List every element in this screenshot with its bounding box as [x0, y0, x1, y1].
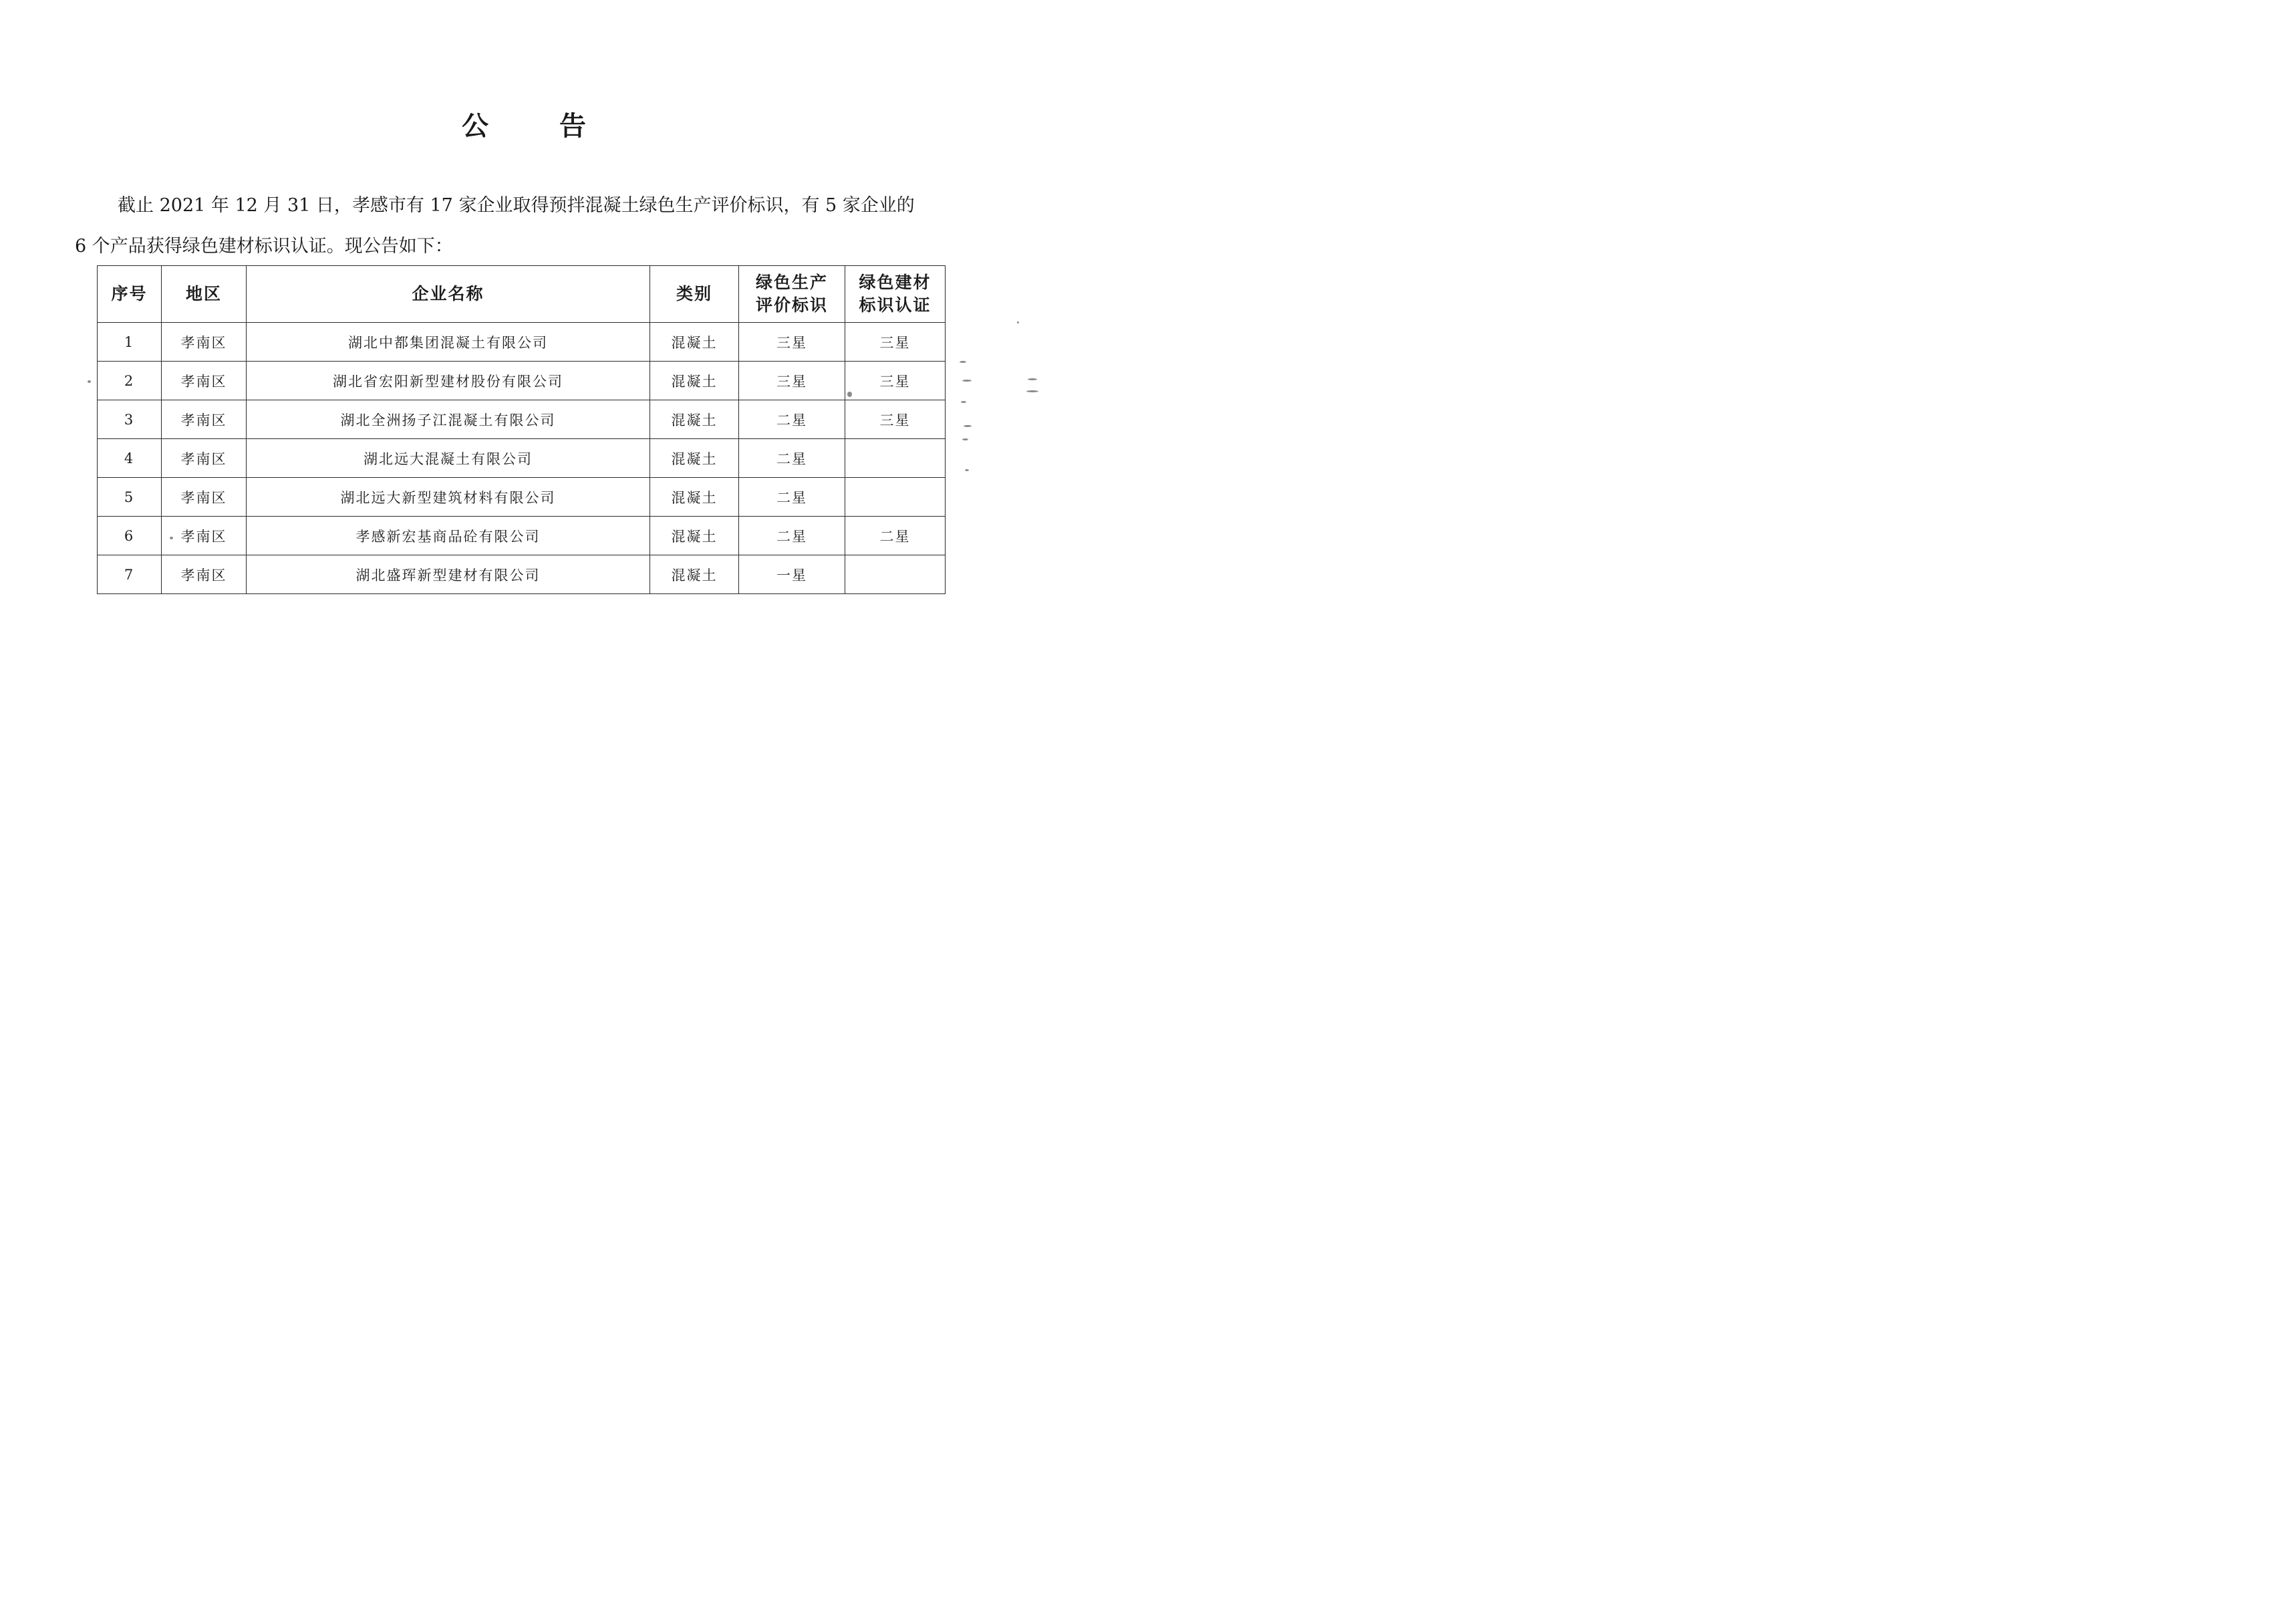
header-category: 类别 — [650, 266, 739, 323]
cell-green-material — [845, 478, 946, 517]
cell-seq: 5 — [98, 478, 162, 517]
cell-green-material: 二星 — [845, 517, 946, 555]
header-green-production — [739, 266, 845, 323]
cell-company: 湖北全洲扬子江混凝土有限公司 — [247, 400, 650, 439]
cell-category: 混凝土 — [650, 362, 739, 400]
cell-green-production: 二星 — [739, 400, 845, 439]
table-header-row — [98, 266, 946, 323]
cell-green-production: 一星 — [739, 555, 845, 594]
cell-region: 孝南区 — [162, 400, 247, 439]
cell-green-production: 二星 — [739, 439, 845, 478]
cell-green-production: 二星 — [739, 478, 845, 517]
cell-green-material: 三星 — [845, 400, 946, 439]
cell-green-material — [845, 555, 946, 594]
scan-speck — [962, 380, 972, 382]
cell-green-production: 二星 — [739, 517, 845, 555]
cell-company: 湖北省宏阳新型建材股份有限公司 — [247, 362, 650, 400]
scan-speck — [960, 361, 966, 363]
table-row — [98, 478, 946, 517]
table-row — [98, 439, 946, 478]
scan-speck — [962, 438, 968, 440]
cell-green-production: 三星 — [739, 323, 845, 362]
table-row — [98, 517, 946, 555]
header-green-material — [845, 266, 946, 323]
announcement-paragraph-line-2: 6 个产品获得绿色建材标识认证。现公告如下： — [75, 236, 453, 257]
header-green-production-line-2: 评价标识 — [755, 295, 828, 315]
cell-green-production: 三星 — [739, 362, 845, 400]
table-body — [98, 323, 946, 594]
cell-seq: 2 — [98, 362, 162, 400]
cell-company: 湖北远大新型建筑材料有限公司 — [247, 478, 650, 517]
scan-speck — [1026, 390, 1038, 392]
scan-speck — [1017, 321, 1019, 323]
cell-seq: 7 — [98, 555, 162, 594]
scan-speck — [88, 380, 91, 383]
scan-speck — [847, 392, 852, 397]
cell-category: 混凝土 — [650, 323, 739, 362]
table-row — [98, 400, 946, 439]
header-green-production-line-1: 绿色生产 — [755, 273, 828, 292]
cell-region: 孝南区 — [162, 323, 247, 362]
cell-region: 孝南区 — [162, 362, 247, 400]
cell-seq: 3 — [98, 400, 162, 439]
header-company: 企业名称 — [247, 266, 650, 323]
cell-seq: 6 — [98, 517, 162, 555]
cell-category: 混凝土 — [650, 400, 739, 439]
cell-seq: 1 — [98, 323, 162, 362]
cell-category: 混凝土 — [650, 555, 739, 594]
cell-region: 孝南区 — [162, 439, 247, 478]
cell-green-material — [845, 439, 946, 478]
header-green-material-line-1: 绿色建材 — [859, 273, 931, 292]
cell-category: 混凝土 — [650, 478, 739, 517]
table-header — [98, 266, 946, 323]
cell-company: 湖北盛珲新型建材有限公司 — [247, 555, 650, 594]
header-region: 地区 — [162, 266, 247, 323]
cell-company: 湖北中都集团混凝土有限公司 — [247, 323, 650, 362]
scan-speck — [965, 469, 969, 471]
header-seq: 序号 — [98, 266, 162, 323]
table-row — [98, 362, 946, 400]
cell-category: 混凝土 — [650, 439, 739, 478]
scan-speck — [964, 425, 972, 427]
table-row — [98, 323, 946, 362]
document-title: 公 告 — [462, 111, 617, 142]
scan-speck — [1028, 378, 1037, 380]
enterprise-table — [97, 265, 946, 594]
cell-company: 湖北远大混凝土有限公司 — [247, 439, 650, 478]
table-row — [98, 555, 946, 594]
header-green-material-line-2: 标识认证 — [859, 295, 931, 315]
announcement-paragraph-line-1: 截止 2021 年 12 月 31 日，孝感市有 17 家企业取得预拌混凝土绿色生产评价标识，有 5 家企业的 — [118, 195, 915, 216]
scan-speck — [961, 401, 966, 403]
cell-green-material: 三星 — [845, 362, 946, 400]
cell-region: 孝南区 — [162, 555, 247, 594]
cell-region: 孝南区 — [162, 478, 247, 517]
scan-speck — [170, 537, 173, 539]
cell-green-material: 三星 — [845, 323, 946, 362]
cell-company: 孝感新宏基商品砼有限公司 — [247, 517, 650, 555]
cell-category: 混凝土 — [650, 517, 739, 555]
cell-region: 孝南区 — [162, 517, 247, 555]
cell-seq: 4 — [98, 439, 162, 478]
